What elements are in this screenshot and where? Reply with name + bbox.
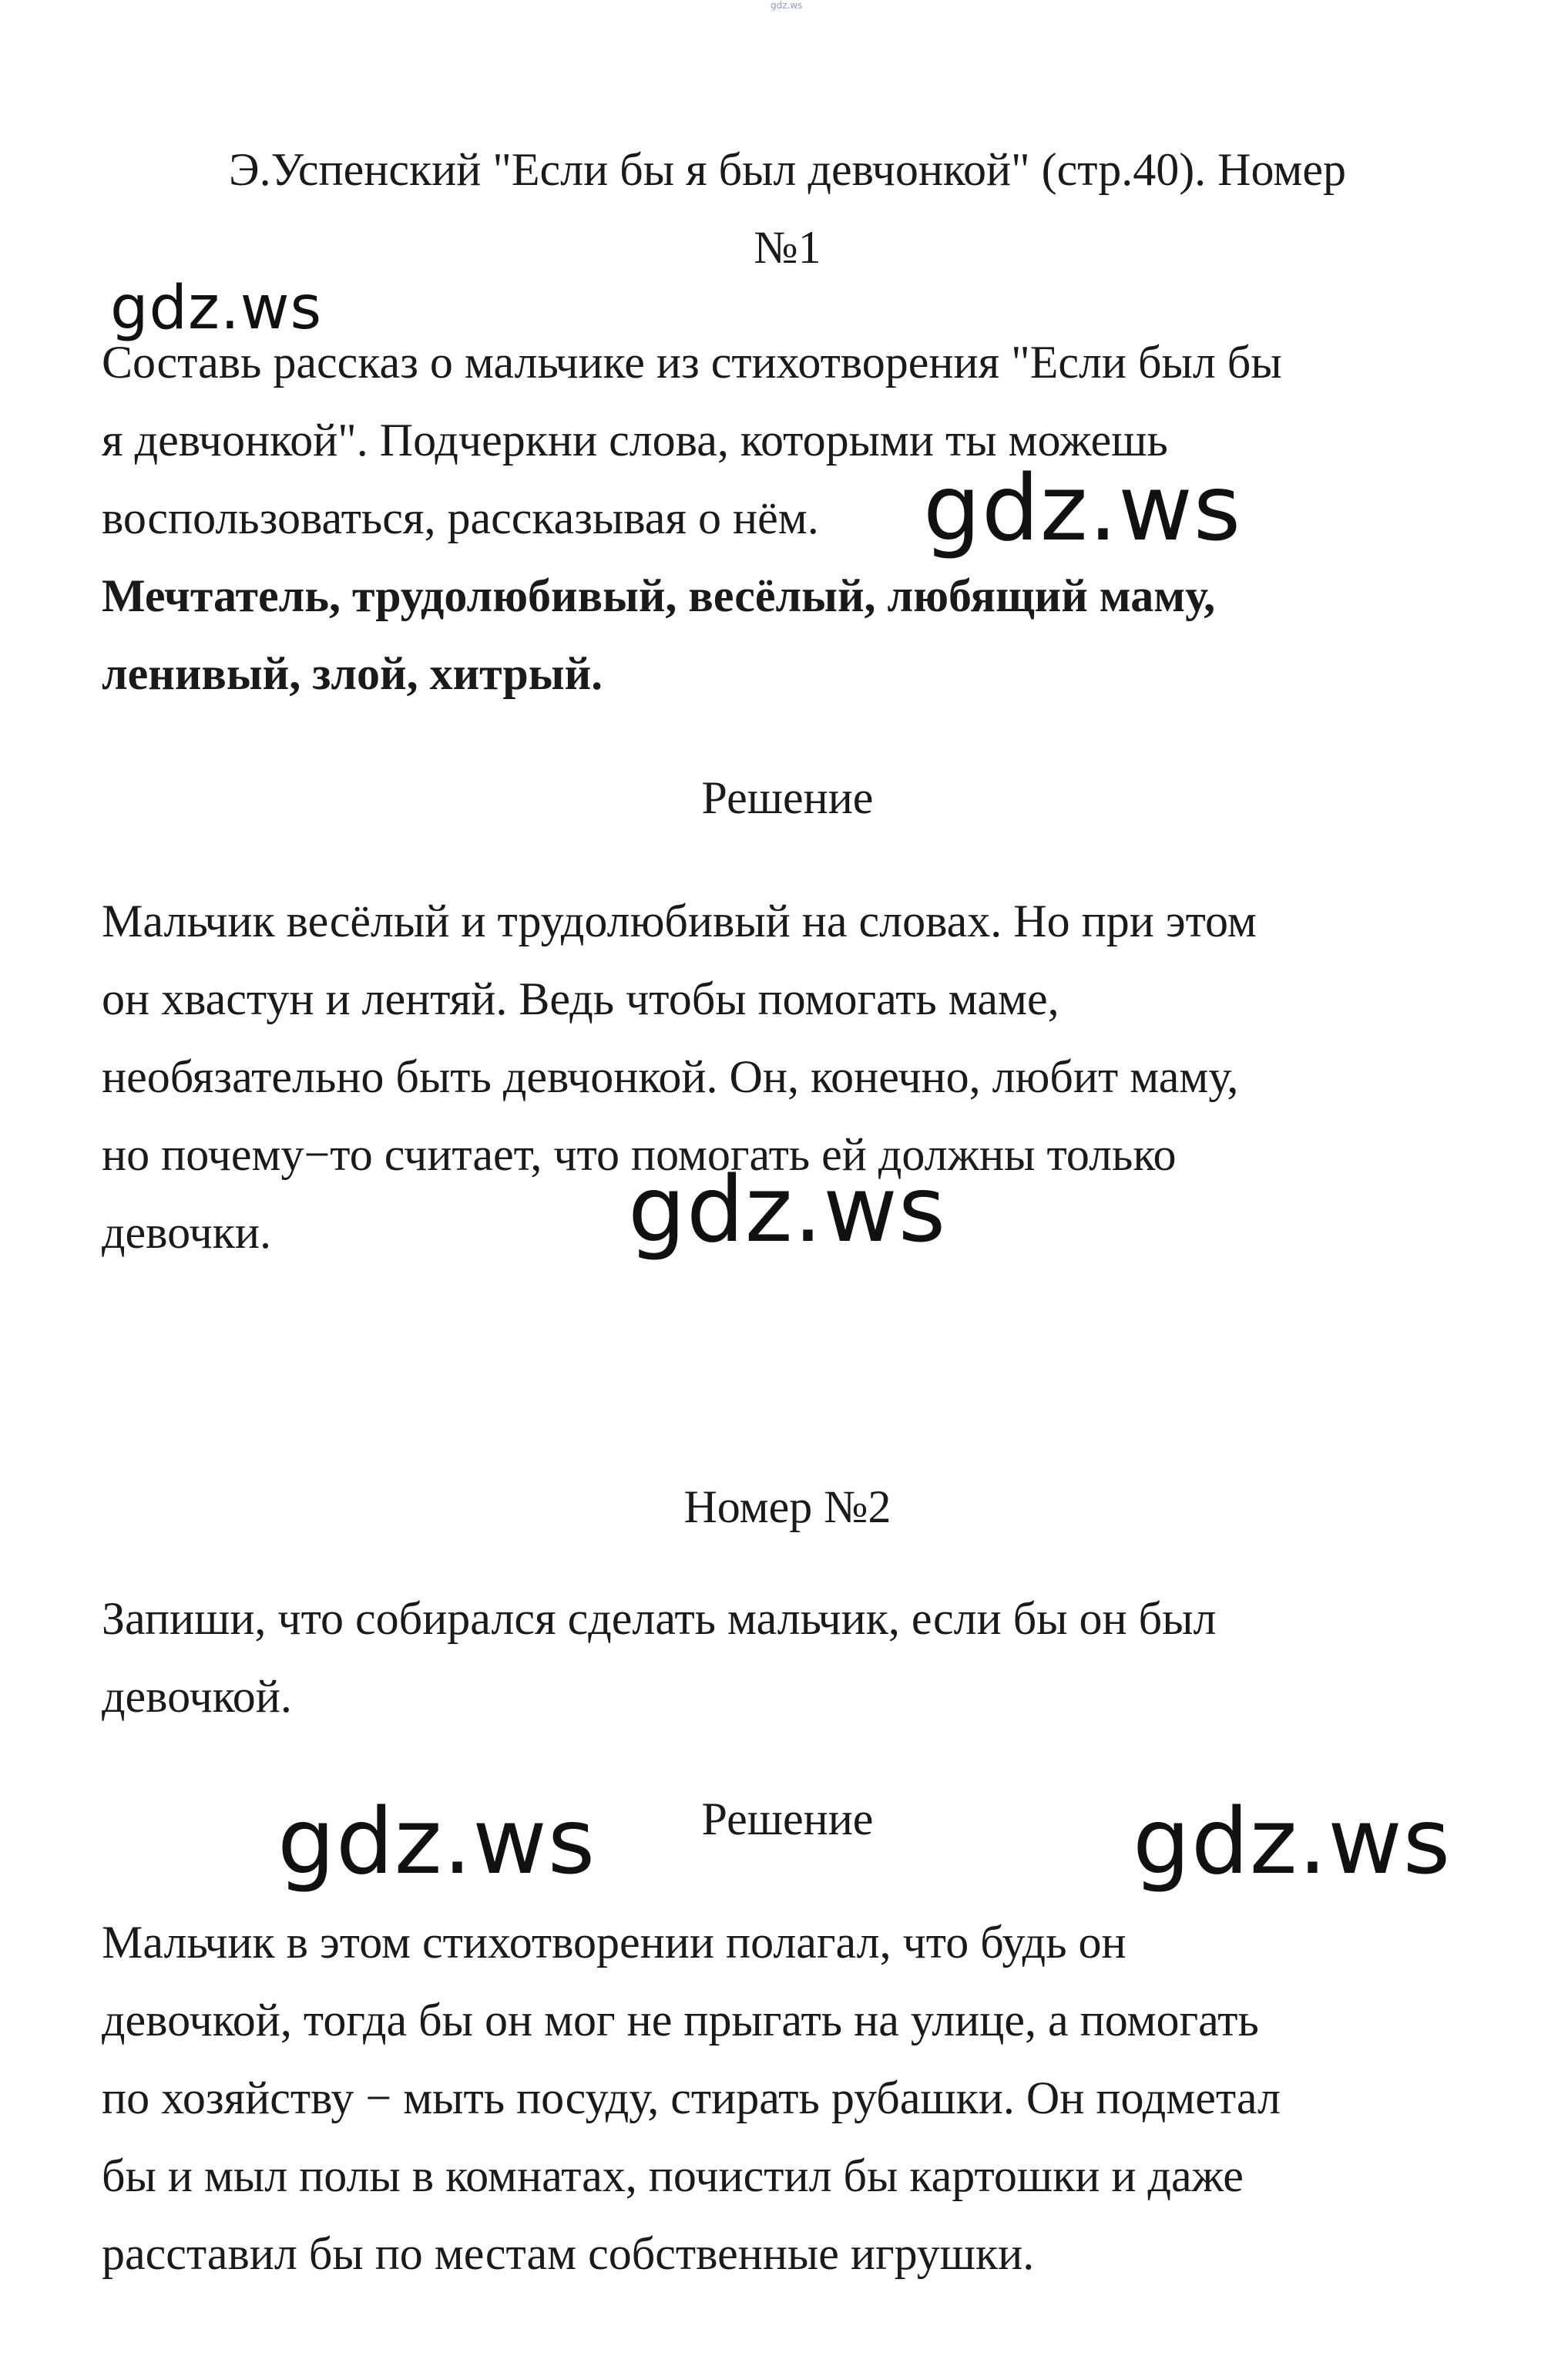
watermark: gdz.ws xyxy=(923,455,1242,561)
top-watermark: gdz.ws xyxy=(771,0,803,11)
words-line: Мечтатель, трудолюбивый, весёлый, любящий маму, xyxy=(102,570,1216,621)
task-line: Составь рассказ о мальчике из стихотворения "Если был бы xyxy=(102,337,1282,388)
task-line: Запиши, что собирался сделать мальчик, если бы он был xyxy=(102,1593,1217,1644)
answer-line: Мальчик весёлый и трудолюбивый на словах. Но при этом xyxy=(102,896,1257,946)
answer-line: по хозяйству − мыть посуду, стирать рубашки. Он подметал xyxy=(102,2072,1281,2123)
answer-line: девочки. xyxy=(102,1207,271,1258)
watermark: gdz.ws xyxy=(1133,1788,1452,1894)
answer-line: расставил бы по местам собственные игрушки. xyxy=(102,2228,1035,2279)
task-line: воспользоваться, рассказывая о нём. xyxy=(102,492,819,543)
watermark: gdz.ws xyxy=(628,1156,947,1262)
solution-heading-text: Решение xyxy=(701,1793,874,1844)
solution-heading-text: Решение xyxy=(701,772,874,823)
watermark: gdz.ws xyxy=(277,1788,596,1894)
section2-title xyxy=(102,1468,1473,1546)
watermark: gdz.ws xyxy=(110,274,323,343)
answer-line: но почему−то считает, что помогать ей должны только xyxy=(102,1129,1177,1180)
section2-task xyxy=(102,1580,1473,1736)
answer-line: Мальчик в этом стихотворении полагал, что будь он xyxy=(102,1917,1126,1968)
words-line: ленивый, злой, хитрый. xyxy=(102,648,603,699)
task-line: девочкой. xyxy=(102,1671,292,1722)
section2-answer xyxy=(102,1904,1473,2293)
section1-title-line1: Э.Успенский "Если бы я был девчонкой" (стр.40). Номер xyxy=(229,144,1346,195)
section1-title-line2: №1 xyxy=(754,222,821,273)
section2-title-text: Номер №2 xyxy=(683,1481,891,1532)
section1-task xyxy=(102,324,1473,713)
task-line: я девчонкой". Подчеркни слова, которыми ты можешь xyxy=(102,415,1168,466)
answer-line: необязательно быть девчонкой. Он, конечно, любит маму, xyxy=(102,1051,1239,1102)
answer-line: девочкой, тогда бы он мог не прыгать на улице, а помогать xyxy=(102,1995,1259,2046)
section1-solution-heading xyxy=(102,759,1473,837)
section1-title xyxy=(102,131,1473,287)
answer-line: он хвастун и лентяй. Ведь чтобы помогать маме, xyxy=(102,973,1059,1024)
answer-line: бы и мыл полы в комнатах, почистил бы картошки и даже xyxy=(102,2150,1244,2201)
